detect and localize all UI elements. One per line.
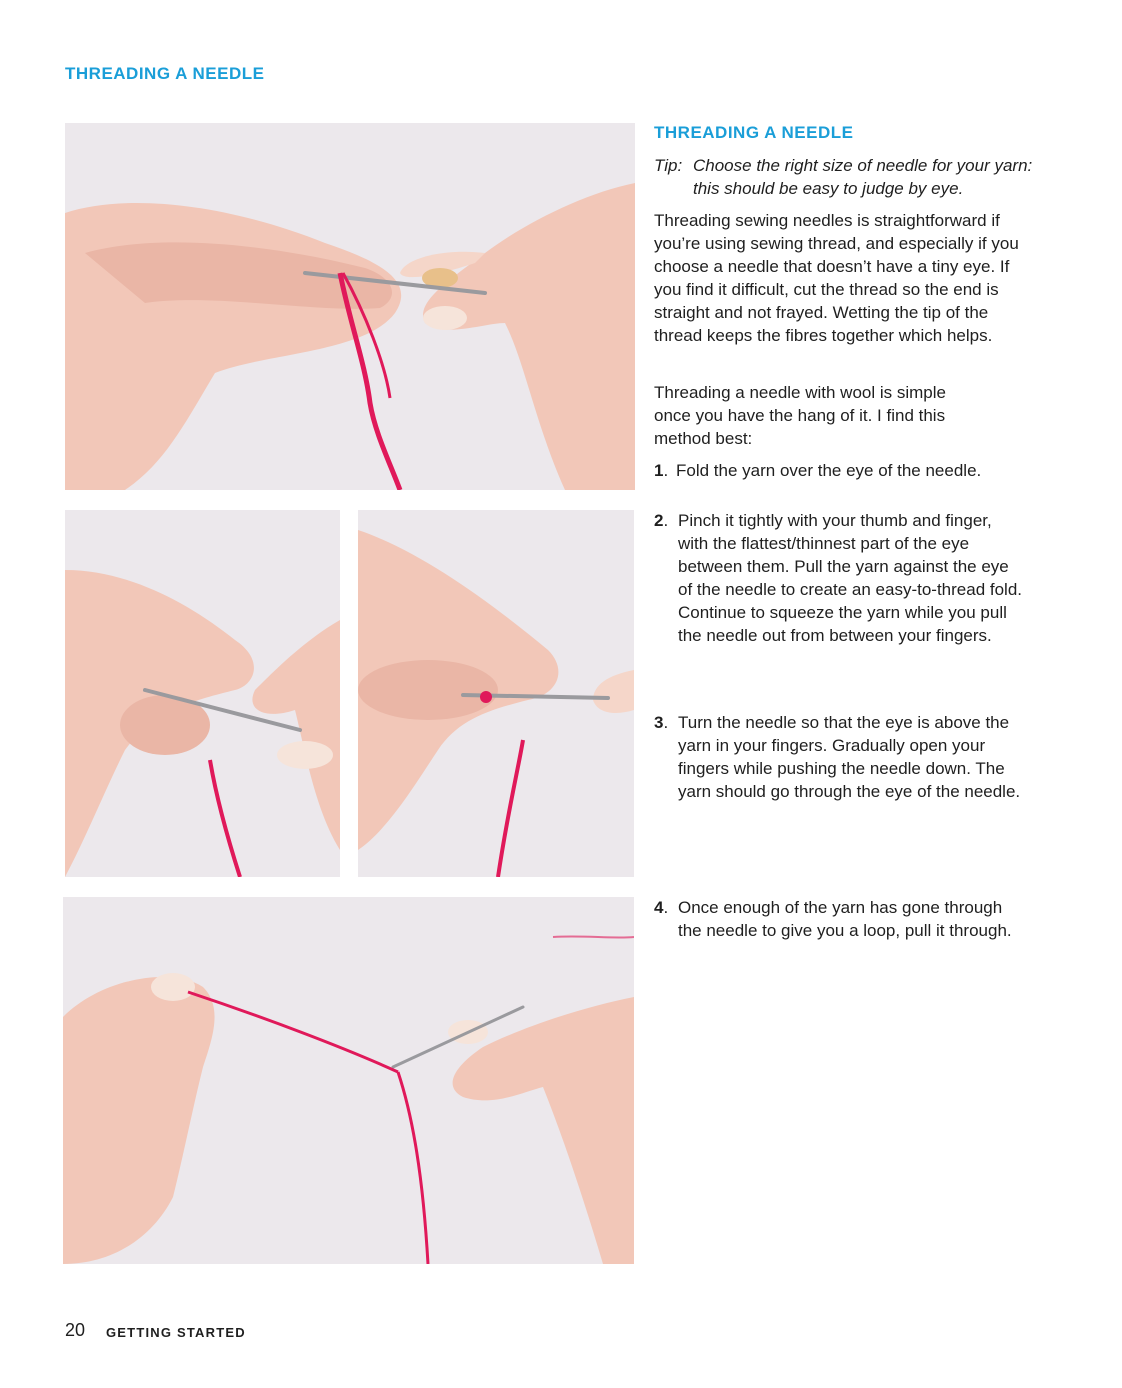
step-1-text: Fold the yarn over the eye of the needle. — [676, 461, 982, 480]
tip-label: Tip: — [654, 156, 683, 175]
step-2-text: Pinch it tightly with your thumb and finger, with the flattest/thinnest part of the eye between them. Pull the yarn against the eye of the needle to create an easy-to-thread fold. Continue to squeeze the yarn while you pull the needle out from between your fingers. — [678, 511, 1023, 645]
step-3: 3. Turn the needle so that the eye is above the yarn in your fingers. Gradually open your fingers while pushing the needle down. The yarn should go through the eye of the needle. — [654, 711, 1024, 803]
running-head-title: THREADING A NEEDLE — [65, 64, 265, 83]
page-number: 20 — [65, 1320, 86, 1340]
intro-paragraph-sewing-thread: Threading sewing needles is straightforward if you’re using sewing thread, and especially if you choose a needle that doesn’t have a tiny eye. If you find it difficult, cut the thread so the end is straight and not frayed. Wetting the tip of the thread keeps the fibres together which helps. — [654, 211, 1019, 345]
step-1-number: 1 — [654, 461, 664, 480]
chapter-title: GETTING STARTED — [106, 1325, 246, 1340]
step-4: 4. Once enough of the yarn has gone through the needle to give you a loop, pull it through. — [654, 896, 1024, 942]
step-3-number: 3 — [654, 713, 664, 732]
step-1: 1. Fold the yarn over the eye of the needle. — [654, 459, 1024, 482]
section-title: THREADING A NEEDLE — [654, 123, 854, 142]
tip-text: Choose the right size of needle for your yarn: this should be easy to judge by eye. — [693, 156, 1033, 198]
photo-step-4 — [63, 897, 634, 1264]
photo-step-1 — [65, 123, 635, 490]
step-2-number: 2 — [654, 511, 664, 530]
photo-step-2 — [65, 510, 340, 877]
step-4-number: 4 — [654, 898, 664, 917]
step-2: 2. Pinch it tightly with your thumb and finger, with the flattest/thinnest part of the eye between them. Pull the yarn against the eye of the needle to create an easy-to-thread fold. Continue to squeeze the yarn while you pull the needle out from between your fingers. — [654, 511, 1023, 645]
step-3-text: Turn the needle so that the eye is above the yarn in your fingers. Gradually open your fingers while pushing the needle down. The yarn should go through the eye of the needle. — [678, 713, 1021, 801]
tip-note — [654, 154, 1034, 200]
step-4-text: Once enough of the yarn has gone through the needle to give you a loop, pull it through. — [678, 898, 1012, 940]
intro-paragraph-wool: Threading a needle with wool is simple once you have the hang of it. I find this method best: — [654, 383, 946, 448]
photo-step-3 — [358, 510, 634, 877]
